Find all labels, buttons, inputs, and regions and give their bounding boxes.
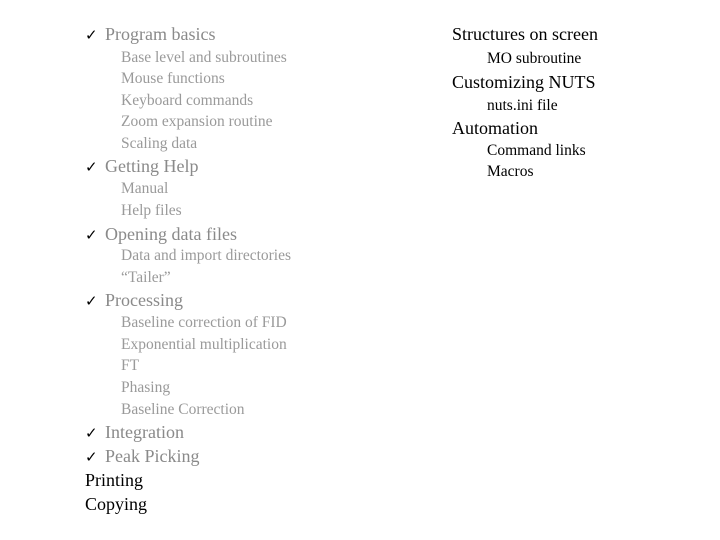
checkmark-icon: ✓ (85, 424, 98, 442)
checkmark-icon: ✓ (85, 226, 98, 244)
outline-subitem: Data and import directories (121, 247, 292, 264)
checkmark-icon: ✓ (85, 26, 98, 44)
outline-subitem: Base level and subroutines (121, 49, 287, 66)
outline-subitem: nuts.ini file (487, 97, 558, 114)
outline-subitem: Exponential multiplication (121, 336, 287, 353)
outline-item-opening-data-files: ✓ Opening data files (85, 224, 237, 244)
outline-subitem: Baseline correction of FID (121, 314, 287, 331)
outline-subitem: Zoom expansion routine (121, 113, 273, 130)
outline-item-structures-on-screen: Structures on screen (452, 24, 598, 44)
checkmark-icon: ✓ (85, 448, 98, 466)
outline-item-program-basics: ✓ Program basics (85, 24, 216, 44)
outline-subitem: Scaling data (121, 135, 198, 152)
checkmark-icon: ✓ (85, 158, 98, 176)
outline-item-processing: ✓ Processing (85, 290, 183, 310)
outline-subitem: “Tailer” (121, 269, 171, 286)
outline-subitem: Help files (121, 202, 182, 219)
outline-subitem: Phasing (121, 379, 171, 396)
outline-subitem: Mouse functions (121, 70, 225, 87)
outline-item-copying: Copying (85, 494, 148, 514)
outline-subitem: Macros (487, 163, 534, 180)
outline-item-getting-help: ✓ Getting Help (85, 156, 199, 176)
checkmark-icon: ✓ (85, 292, 98, 310)
outline-subitem: Manual (121, 180, 169, 197)
outline-subitem: Baseline Correction (121, 401, 245, 418)
outline-item-customizing-nuts: Customizing NUTS (452, 72, 596, 92)
outline-item-printing: Printing (85, 470, 144, 490)
outline-subitem: MO subroutine (487, 50, 582, 67)
outline-item-peak-picking: ✓ Peak Picking (85, 446, 200, 466)
outline-item-integration: ✓ Integration (85, 422, 184, 442)
outline-item-automation: Automation (452, 118, 538, 138)
outline-subitem: Keyboard commands (121, 92, 254, 109)
outline-subitem: FT (121, 357, 140, 374)
outline-subitem: Command links (487, 142, 586, 159)
